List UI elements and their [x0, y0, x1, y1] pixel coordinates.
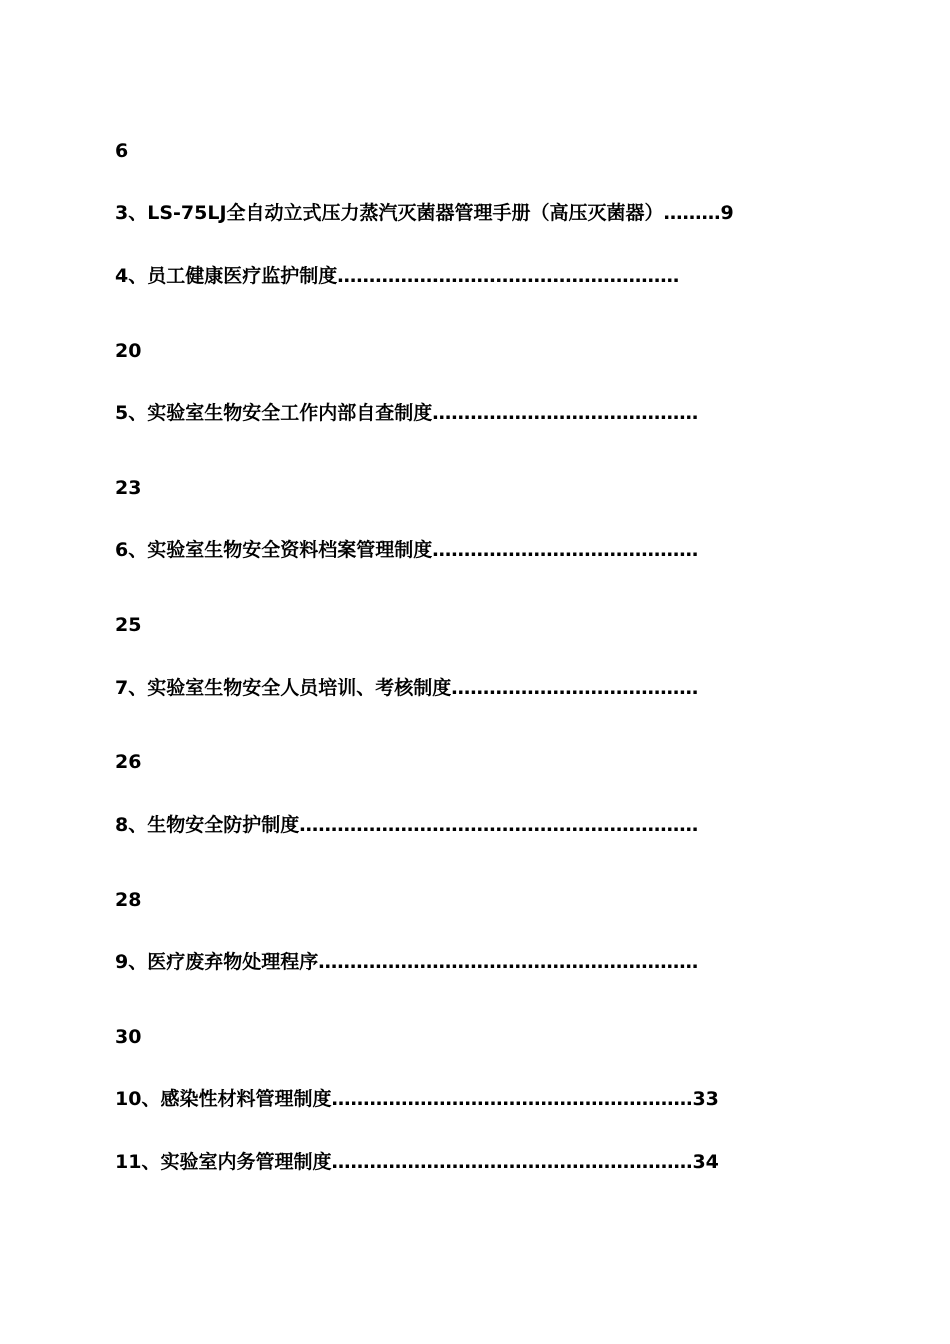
- toc-page-number: 25: [115, 614, 142, 636]
- toc-page-number: 26: [115, 751, 142, 773]
- toc-entry: 8、生物安全防护制度………………………………………………………: [115, 814, 699, 836]
- toc-entry: 9、医疗废弃物处理程序……………………………………………………: [115, 951, 699, 973]
- toc-page-number: 28: [115, 889, 142, 911]
- toc-entry: 11、实验室内务管理制度…………………………………………………34: [115, 1151, 719, 1173]
- toc-entry: 5、实验室生物安全工作内部自查制度……………………………………: [115, 402, 699, 424]
- toc-entry: 10、感染性材料管理制度…………………………………………………33: [115, 1088, 719, 1110]
- toc-entry: 3、LS-75LJ全自动立式压力蒸汽灭菌器管理手册（高压灭菌器）………9: [115, 202, 734, 224]
- toc-page-number: 20: [115, 340, 142, 362]
- toc-entry: 7、实验室生物安全人员培训、考核制度…………………………………: [115, 677, 699, 699]
- toc-entry: 4、员工健康医疗监护制度………………………………………………: [115, 265, 680, 287]
- toc-page-number: 23: [115, 477, 142, 499]
- toc-page-number: 30: [115, 1026, 142, 1048]
- toc-entry: 6、实验室生物安全资料档案管理制度……………………………………: [115, 539, 699, 561]
- toc-page-number: 6: [115, 140, 129, 162]
